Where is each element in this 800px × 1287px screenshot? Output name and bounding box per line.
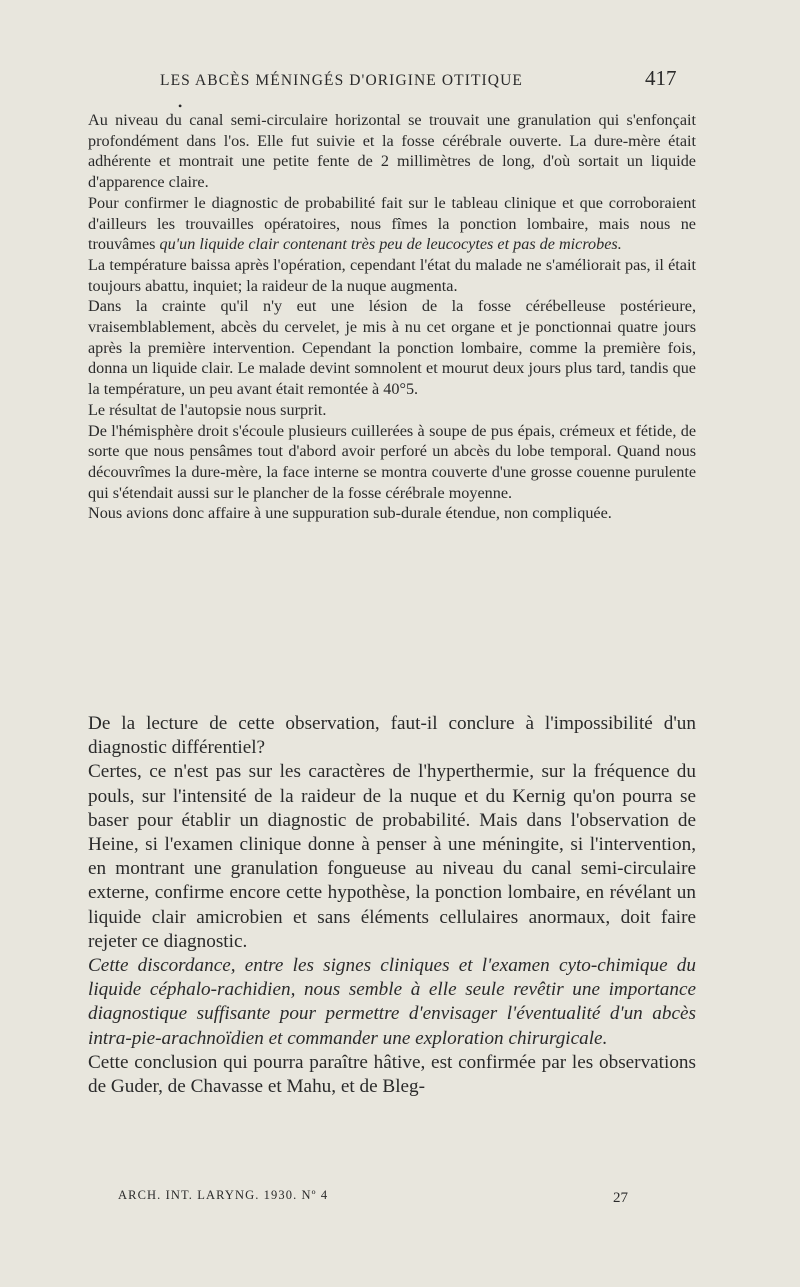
italic-emphasis: qu'un liquide clair contenant très peu de leucocytes et pas de microbes.: [159, 235, 622, 254]
paragraph: De la lecture de cette observation, faut-il conclure à l'impossibilité d'un diagnostic différentiel?: [88, 713, 696, 759]
bullet-mark: •: [178, 99, 183, 113]
signature-mark: 27: [613, 1190, 628, 1206]
paragraph: Au niveau du canal semi-circulaire horizontal se trouvait une granulation qui s'enfonçait profondément dans l'os. Elle fut suivie et la fosse cérébrale ouverte. La dure-mère était adhérente et montrait une petite fente de 2 millimètres de long, d'où sortait un liquide d'apparence claire.: [88, 111, 696, 192]
page-number: 417: [645, 66, 677, 90]
paragraph: Certes, ce n'est pas sur les caractères de l'hyperthermie, sur la fréquence du pouls, sur l'intensité de la raideur de la nuque et du Kernig qu'on pourra se baser pour établir un diagnostic de probabilité. Mais dans l'observation de Heine, si l'examen clinique donne à penser à une méningite, si l'intervention, en montrant une granulation fongueuse au niveau du canal semi-circulaire externe, confirme encore cette hypothèse, la ponction lombaire, en révélant un liquide clair amicrobien et sans éléments cellulaires anormaux, doit faire rejeter ce diagnostic.: [88, 761, 696, 952]
paragraph: De l'hémisphère droit s'écoule plusieurs cuillerées à soupe de pus épais, crémeux et fétide, de sorte que nous pensâmes tout d'abord avoir perforé un abcès du lobe temporal. Quand nous découvrîmes la dure-mère, la face interne se montra couverte d'une grosse couenne purulente qui s'étendait aussi sur le plancher de la fosse cérébrale moyenne.: [88, 421, 696, 502]
paragraph: [88, 193, 696, 255]
page-header: [0, 66, 800, 96]
paragraph-text: Pour confirmer le diagnostic de probabilité fait sur le tableau clinique et que corroboraient d'ailleurs les trouvailles opératoires, nous fîmes la ponction lombaire, mais nous ne trouvâmes: [88, 193, 696, 254]
discussion-text: [88, 712, 696, 1099]
paragraph: Cette conclusion qui pourra paraître hâtive, est confirmée par les observations de Guder, de Chavasse et Mahu, et de Bleg-: [88, 1051, 696, 1098]
italic-paragraph: Cette discordance, entre les signes cliniques et l'examen cyto-chimique du liquide céphalo-rachidien, nous semble à elle seule revêtir une importance diagnostique suffisante pour permettre d'envisager l'éventualité d'un abcès intra-pie-arachnoïdien et commander une exploration chirurgicale.: [88, 955, 696, 1049]
running-title: LES ABCÈS MÉNINGÉS D'ORIGINE OTITIQUE: [160, 72, 523, 89]
case-observation: [88, 110, 696, 524]
paragraph: La température baissa après l'opération, cependant l'état du malade ne s'améliorait pas, il était toujours abattu, inquiet; la raideur de la nuque augmenta.: [88, 255, 696, 295]
journal-reference: ARCH. INT. LARYNG. 1930. Nº 4: [118, 1188, 329, 1202]
page-footer: [118, 1188, 648, 1212]
paragraph: Nous avions donc affaire à une suppuration sub-durale étendue, non compliquée.: [88, 504, 612, 523]
paragraph: Dans la crainte qu'il n'y eut une lésion de la fosse cérébelleuse postérieure, vraisemblablement, abcès du cervelet, je mis à nu cet organe et je ponctionnai quatre jours après la première intervention. Cependant la ponction lombaire, comme la première fois, donna un liquide clair. Le malade devint somnolent et mourut deux jours plus tard, tandis que la température, un peu avant était remontée à 40°5.: [88, 297, 696, 399]
paragraph: Le résultat de l'autopsie nous surprit.: [88, 400, 327, 419]
